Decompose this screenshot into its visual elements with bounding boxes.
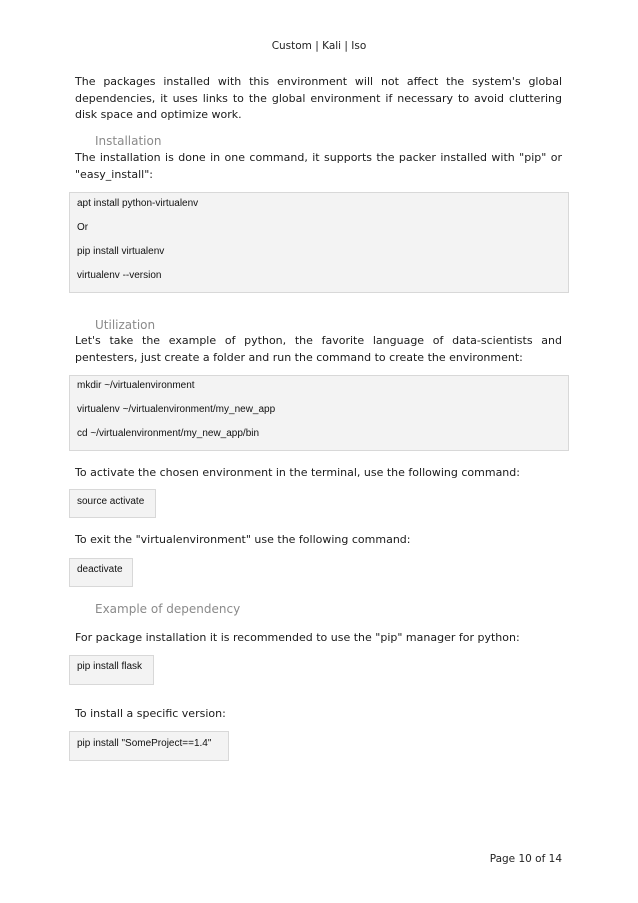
code-line: pip install flask	[77, 661, 143, 672]
utilization-paragraph: Let's take the example of python, the favorite language of data-scientists and pentesters, just create a folder and run the command to create the environment:	[75, 334, 562, 364]
code-line: cd ~/virtualenvironment/my_new_app/bin	[77, 428, 260, 439]
code-line: apt install python-virtualenv	[77, 198, 199, 209]
page-header: Custom | Kali | Iso	[271, 40, 367, 52]
version-paragraph: To install a specific version:	[75, 707, 226, 720]
code-line: virtualenv ~/virtualenvironment/my_new_app	[77, 404, 276, 415]
exit-code-block	[69, 558, 133, 587]
flask-code-block	[69, 655, 154, 685]
activate-paragraph: To activate the chosen environment in the terminal, use the following command:	[75, 466, 520, 479]
utilization-heading: Utilization	[95, 318, 156, 332]
code-line: pip install "SomeProject==1.4"	[77, 738, 212, 749]
code-line: mkdir ~/virtualenvironment	[77, 380, 195, 391]
page-number: Page 10 of 14	[489, 853, 562, 865]
intro-paragraph: The packages installed with this environment will not affect the system's global dependencies, it uses links to the global environment if necessary to avoid cluttering disk space and optimize work.	[75, 75, 562, 121]
code-line: deactivate	[77, 564, 123, 575]
code-line: source activate	[77, 496, 145, 507]
code-line: pip install virtualenv	[77, 246, 165, 257]
version-code-block	[69, 731, 229, 761]
dependency-heading: Example of dependency	[95, 602, 241, 616]
activate-code-block	[69, 489, 156, 518]
utilization-code-block	[69, 375, 569, 451]
dependency-paragraph: For package installation it is recommended to use the "pip" manager for python:	[75, 631, 520, 644]
code-line: virtualenv --version	[77, 270, 162, 281]
exit-paragraph: To exit the "virtualenvironment" use the following command:	[75, 533, 411, 546]
code-line: Or	[77, 222, 89, 233]
installation-heading: Installation	[95, 134, 162, 148]
installation-code-block	[69, 192, 569, 293]
installation-paragraph: The installation is done in one command, it supports the packer installed with "pip" or "easy_install":	[75, 151, 562, 181]
